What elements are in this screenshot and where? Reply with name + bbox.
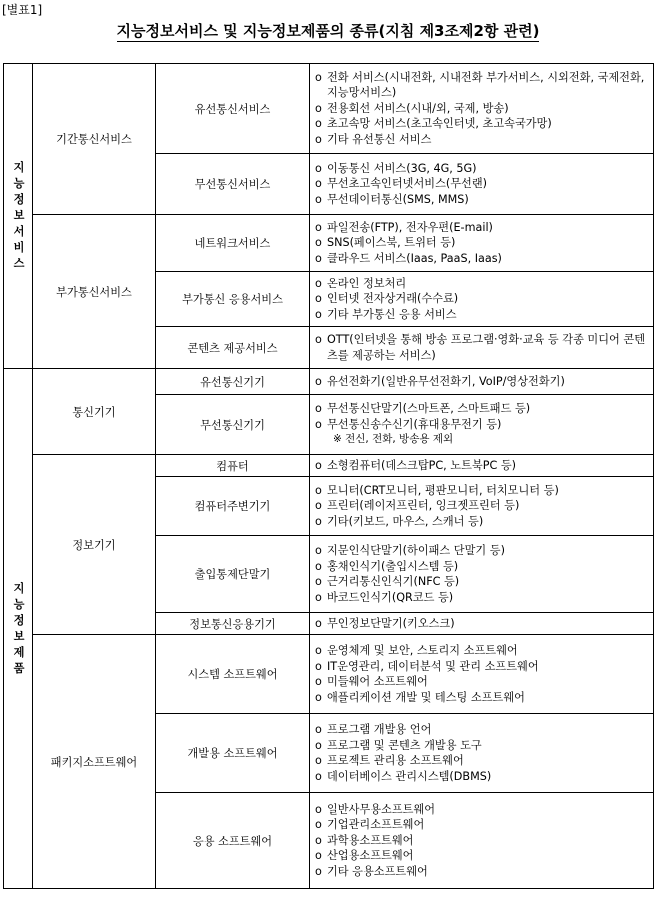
bullet-icon: o — [315, 644, 322, 657]
bullet-icon: o — [315, 70, 322, 84]
bullet-icon: o — [315, 833, 322, 847]
list-item-text: OTT(인터넷을 통해 방송 프로그램·영화·교육 등 각종 미디어 콘텐츠를 제공하는 서비스) — [327, 333, 646, 362]
list-item-text: 무선통신송수신기(휴대용무전기 등) — [327, 417, 502, 431]
items-cell — [310, 455, 654, 477]
bullet-icon: o — [315, 292, 322, 306]
list-item — [315, 769, 649, 785]
group-cell: 부가통신서비스 — [33, 215, 156, 369]
list-item — [315, 643, 649, 659]
subcategory-cell: 무선통신서비스 — [156, 154, 310, 215]
list-item-text: 소형컴퓨터(데스크탑PC, 노트북PC 등) — [327, 458, 517, 472]
list-item — [315, 498, 649, 514]
list-item-text: 데이터베이스 관리시스템(DBMS) — [327, 769, 492, 783]
bullet-icon: o — [315, 192, 322, 206]
table-row — [4, 215, 654, 272]
list-item — [315, 483, 649, 499]
list-item-text: 전화 서비스(시내전화, 시내전화 부가서비스, 시외전화, 국제전화, 지능망서비스) — [327, 70, 645, 100]
group-cell: 기간통신서비스 — [33, 64, 156, 215]
bullet-icon: o — [315, 514, 322, 528]
bullet-icon: o — [315, 723, 322, 736]
bullet-icon: o — [315, 690, 322, 704]
list-item — [315, 116, 649, 132]
list-item-text: IT운영관리, 데이터분석 및 관리 소프트웨어 — [327, 659, 539, 673]
list-item — [315, 276, 649, 292]
items-cell — [310, 635, 654, 714]
bullet-icon: o — [315, 590, 322, 604]
items-cell — [310, 536, 654, 613]
bullet-icon: o — [315, 402, 322, 416]
bullet-icon: o — [315, 374, 322, 388]
list-item-text: 무선통신단말기(스마트폰, 스마트패드 등) — [327, 402, 531, 416]
bullet-icon: o — [315, 276, 322, 290]
subcategory-cell: 네트워크서비스 — [156, 215, 310, 272]
bullet-icon: o — [315, 333, 322, 346]
list-item — [315, 251, 649, 267]
list-note: ※ 전신, 전화, 방송용 제외 — [333, 433, 454, 446]
items-cell — [310, 714, 654, 793]
bullet-icon: o — [315, 161, 322, 175]
bullet-icon: o — [315, 177, 322, 191]
bullet-icon: o — [315, 675, 322, 688]
list-item — [315, 176, 649, 192]
list-item-text: 전용회선 서비스(시내/외, 국제, 방송) — [327, 101, 509, 115]
list-item-text: 프로그램 및 콘텐츠 개발용 도구 — [327, 738, 482, 752]
list-item-text: 미들웨어 소프트웨어 — [327, 675, 428, 688]
list-item — [315, 332, 649, 363]
list-item — [315, 514, 649, 530]
category-cell — [4, 64, 33, 369]
list-item-text: 과학용소프트웨어 — [327, 833, 414, 847]
list-item — [315, 753, 649, 769]
bullet-icon: o — [315, 132, 322, 146]
bullet-icon: o — [315, 307, 322, 321]
list-item-text: 지문인식단말기(하이패스 단말기 등) — [327, 544, 505, 557]
items-cell — [310, 369, 654, 395]
bullet-icon: o — [315, 220, 322, 234]
page-title: 지능정보서비스 및 지능정보제품의 종류(지침 제3조제2항 관련) — [116, 22, 540, 40]
list-item — [315, 161, 649, 177]
list-item — [315, 543, 649, 559]
list-item — [315, 132, 649, 148]
list-item-text: 무선데이터통신(SMS, MMS) — [327, 192, 469, 206]
bullet-icon: o — [315, 818, 322, 832]
subcategory-cell: 응용 소프트웨어 — [156, 793, 310, 889]
subcategory-cell: 정보통신응용기기 — [156, 613, 310, 635]
bullet-icon: o — [315, 769, 322, 783]
category-label: 지능정보서비스 — [13, 161, 25, 270]
items-cell — [310, 154, 654, 215]
list-item — [315, 848, 649, 864]
annex-tag: [별표1] — [2, 3, 43, 17]
list-item — [315, 817, 649, 833]
subcategory-cell: 부가통신 응용서비스 — [156, 272, 310, 327]
list-item-text: 애플리케이션 개발 및 테스팅 소프트웨어 — [327, 690, 525, 704]
list-item-text: SNS(페이스북, 트위터 등) — [327, 236, 456, 250]
bullet-icon: o — [315, 754, 322, 767]
list-item — [315, 291, 649, 307]
items-cell — [310, 215, 654, 272]
table-row — [4, 455, 654, 477]
bullet-icon: o — [315, 659, 322, 673]
list-item — [315, 192, 649, 208]
list-item — [315, 674, 649, 690]
category-cell — [4, 369, 33, 889]
list-item — [315, 722, 649, 738]
list-item — [315, 802, 649, 818]
items-cell — [310, 395, 654, 455]
category-label: 지능정보제품 — [13, 581, 25, 675]
list-item-text: 산업용소프트웨어 — [327, 849, 414, 863]
list-item-text: 일반사무용소프트웨어 — [327, 802, 436, 816]
list-item — [315, 70, 649, 101]
list-item — [315, 235, 649, 251]
items-cell — [310, 793, 654, 889]
list-item-text: 프로젝트 관리용 소프트웨어 — [327, 754, 464, 767]
bullet-icon: o — [315, 544, 322, 557]
bullet-icon: o — [315, 802, 322, 816]
list-item — [315, 833, 649, 849]
list-item-text: 기타 부가통신 응용 서비스 — [327, 307, 457, 321]
list-item — [315, 738, 649, 754]
list-item-text: 바코드인식기(QR코드 등) — [327, 590, 454, 604]
list-item-text: 프린터(레이저프린터, 잉크젯프린터 등) — [327, 499, 520, 513]
list-item — [315, 690, 649, 706]
list-item-text: 운영체계 및 보안, 스토리지 소프트웨어 — [327, 644, 518, 657]
list-item-text: 유선전화기(일반유무선전화기, VoIP/영상전화기) — [327, 374, 565, 388]
list-item-text: 파일전송(FTP), 전자우편(E-mail) — [327, 220, 493, 234]
list-item — [315, 417, 649, 433]
bullet-icon: o — [315, 458, 322, 472]
bullet-icon: o — [315, 499, 322, 513]
list-item — [315, 559, 649, 575]
subcategory-cell: 유선통신기기 — [156, 369, 310, 395]
list-item — [315, 220, 649, 236]
classification-table — [3, 63, 654, 889]
table-row — [4, 64, 654, 154]
group-cell: 통신기기 — [33, 369, 156, 455]
subcategory-cell: 유선통신서비스 — [156, 64, 310, 154]
subcategory-cell: 무선통신기기 — [156, 395, 310, 455]
list-item-text: 근거리통신인식기(NFC 등) — [327, 575, 460, 588]
list-item-text: 프로그램 개발용 언어 — [327, 723, 432, 736]
list-item-text: 기업관리소프트웨어 — [327, 818, 425, 832]
bullet-icon: o — [315, 417, 322, 431]
list-item — [315, 374, 649, 390]
list-item-text: 홍채인식기(출입시스템 등) — [327, 559, 459, 573]
list-item — [315, 101, 649, 117]
list-item — [315, 616, 649, 632]
bullet-icon: o — [315, 738, 322, 752]
list-item-text: 기타(키보드, 마우스, 스캐너 등) — [327, 514, 484, 528]
items-cell — [310, 327, 654, 369]
list-item — [315, 307, 649, 323]
bullet-icon: o — [315, 575, 322, 588]
list-item-text: 무인정보단말기(키오스크) — [327, 616, 455, 630]
subcategory-cell: 컴퓨터주변기기 — [156, 477, 310, 536]
list-item-text: 무선초고속인터넷서비스(무선랜) — [327, 177, 488, 191]
bullet-icon: o — [315, 616, 322, 630]
subcategory-cell: 시스템 소프트웨어 — [156, 635, 310, 714]
group-cell: 패키지소프트웨어 — [33, 635, 156, 889]
bullet-icon: o — [315, 117, 322, 131]
subcategory-cell: 컴퓨터 — [156, 455, 310, 477]
table-row — [4, 369, 654, 395]
bullet-icon: o — [315, 251, 322, 265]
bullet-icon: o — [315, 101, 322, 115]
items-cell — [310, 272, 654, 327]
list-item — [315, 458, 649, 474]
bullet-icon: o — [315, 483, 322, 497]
items-cell — [310, 613, 654, 635]
group-cell: 정보기기 — [33, 455, 156, 635]
list-item — [315, 574, 649, 590]
subcategory-cell: 출입통제단말기 — [156, 536, 310, 613]
list-item-text: 온라인 정보처리 — [327, 276, 407, 290]
list-item — [315, 401, 649, 417]
items-cell — [310, 64, 654, 154]
subcategory-cell: 콘텐츠 제공서비스 — [156, 327, 310, 369]
list-item-text: 초고속망 서비스(초고속인터넷, 초고속국가망) — [327, 117, 552, 131]
list-item-text: 클라우드 서비스(Iaas, PaaS, Iaas) — [327, 251, 502, 265]
list-item — [315, 864, 649, 880]
list-item — [315, 590, 649, 606]
list-item-text: 인터넷 전자상거래(수수료) — [327, 292, 459, 306]
bullet-icon: o — [315, 849, 322, 863]
list-item-text: 기타 응용소프트웨어 — [327, 864, 428, 878]
list-item-text: 모니터(CRT모니터, 평판모니터, 터치모니터 등) — [327, 483, 559, 497]
bullet-icon: o — [315, 864, 322, 878]
subcategory-cell: 개발용 소프트웨어 — [156, 714, 310, 793]
list-item-text: 기타 유선통신 서비스 — [327, 132, 432, 146]
bullet-icon: o — [315, 236, 322, 250]
bullet-icon: o — [315, 559, 322, 573]
items-cell — [310, 477, 654, 536]
list-item-text: 이동통신 서비스(3G, 4G, 5G) — [327, 161, 477, 175]
list-item — [315, 659, 649, 675]
table-row — [4, 635, 654, 714]
